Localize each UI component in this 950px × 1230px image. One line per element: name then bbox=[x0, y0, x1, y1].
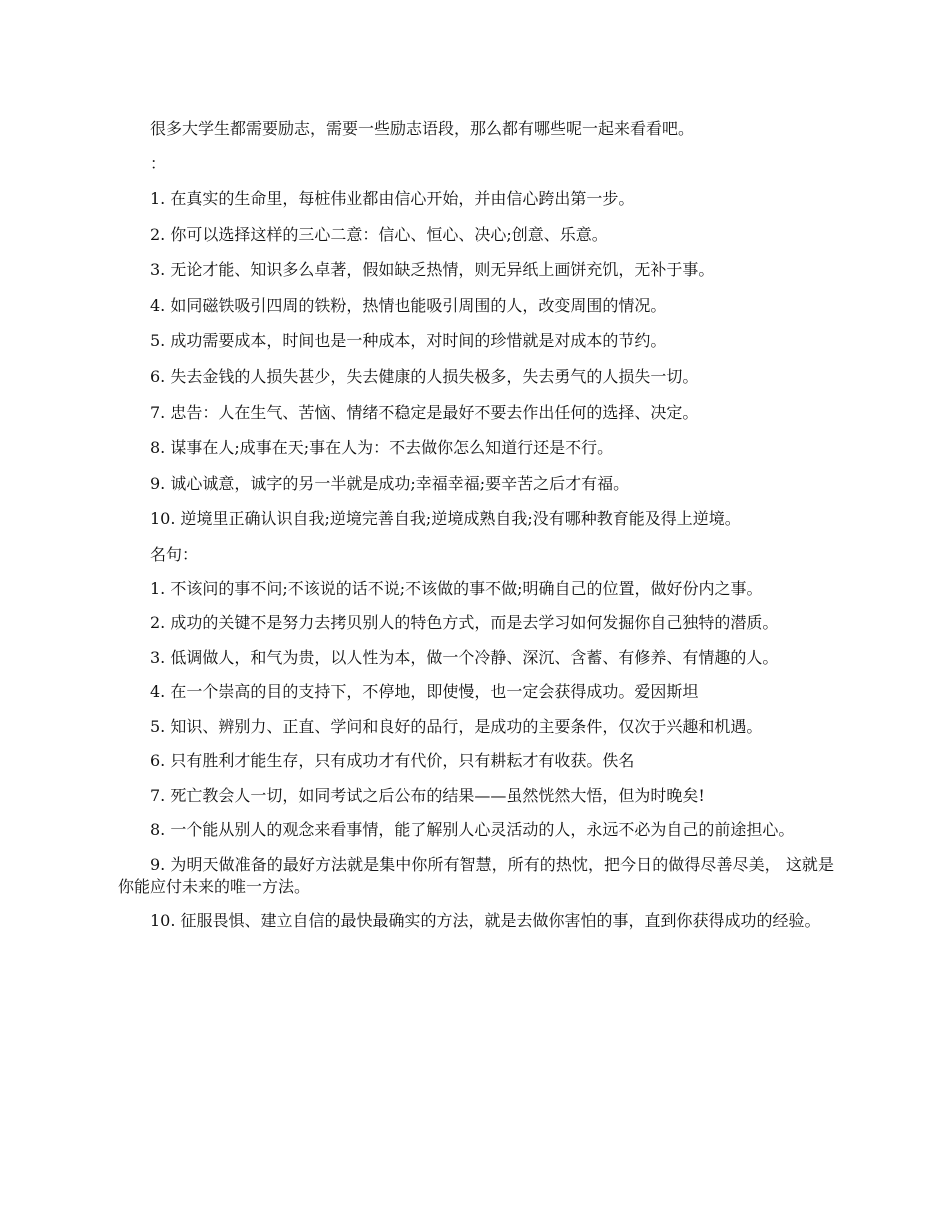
list-a-item: 2. 你可以选择这样的三心二意：信心、恒心、决心;创意、乐意。 bbox=[150, 224, 608, 244]
section-heading: 名句： bbox=[150, 544, 199, 564]
list-b bbox=[118, 578, 834, 933]
list-b-item: 7. 死亡教会人一切，如同考试之后公布的结果——虽然恍然大悟，但为时晚矣! bbox=[150, 785, 705, 805]
list-a-item: 1. 在真实的生命里，每桩伟业都由信心开始，并由信心跨出第一步。 bbox=[150, 189, 635, 208]
list-b-item: 4. 在一个崇高的目的支持下，不停地，即使慢，也一定会获得成功。爱因斯坦 bbox=[150, 682, 699, 702]
list-b-item: 10. 征服畏惧、建立自信的最快最确实的方法，就是去做你害怕的事，直到你获得成功的经验。 bbox=[150, 911, 821, 931]
list-b-item: 6. 只有胜利才能生存，只有成功才有代价，只有耕耘才有收获。佚名 bbox=[150, 751, 635, 771]
list-a-item: 10. 逆境里正确认识自我;逆境完善自我;逆境成熟自我;没有哪种教育能及得上逆境。 bbox=[150, 509, 741, 529]
separator-colon: ： bbox=[150, 154, 167, 173]
list-a-item: 5. 成功需要成本，时间也是一种成本，对时间的珍惜就是对成本的节约。 bbox=[150, 331, 667, 351]
list-b-item: 2. 成功的关键不是努力去拷贝别人的特色方式，而是去学习如何发掘你自己独特的潜质。 bbox=[150, 613, 779, 633]
list-b-item: 1. 不该问的事不问;不该说的话不说;不该做的事不做;明确自己的位置，做好份内之事。 bbox=[150, 578, 763, 598]
list-a-item: 9. 诚心诚意，诚字的另一半就是成功;幸福幸福;要辛苦之后才有福。 bbox=[150, 473, 630, 493]
list-a bbox=[118, 188, 834, 530]
list-a-item: 7. 忠告：人在生气、苦恼、情绪不稳定是最好不要去作出任何的选择、决定。 bbox=[150, 402, 699, 422]
list-b-item: 9. 为明天做准备的最好方法就是集中你所有智慧，所有的热忱，把今日的做得尽善尽美， 这就是你能应付未来的唯一方法。 bbox=[118, 854, 834, 896]
list-b-item: 5. 知识、辨别力、正直、学问和良好的品行，是成功的主要条件，仅次于兴趣和机遇。 bbox=[150, 716, 763, 736]
list-a-item: 3. 无论才能、知识多么卓著，假如缺乏热情，则无异纸上画饼充饥，无补于事。 bbox=[150, 260, 715, 280]
list-b-item: 3. 低调做人，和气为贵，以人性为本，做一个冷静、深沉、含蓄、有修养、有情趣的人。 bbox=[150, 647, 779, 667]
list-b-item: 8. 一个能从别人的观念来看事情，能了解别人心灵活动的人，永远不必为自己的前途担心。 bbox=[150, 820, 795, 840]
list-a-item: 8. 谋事在人;成事在天;事在人为：不去做你怎么知道行还是不行。 bbox=[150, 438, 614, 458]
list-a-item: 4. 如同磁铁吸引四周的铁粉，热情也能吸引周围的人，改变周围的情况。 bbox=[150, 295, 667, 315]
list-a-item: 6. 失去金钱的人损失甚少，失去健康的人损失极多，失去勇气的人损失一切。 bbox=[150, 366, 699, 386]
intro-paragraph: 很多大学生都需要励志，需要一些励志语段，那么都有哪些呢一起来看看吧。 bbox=[150, 119, 695, 138]
document-page bbox=[118, 118, 834, 945]
